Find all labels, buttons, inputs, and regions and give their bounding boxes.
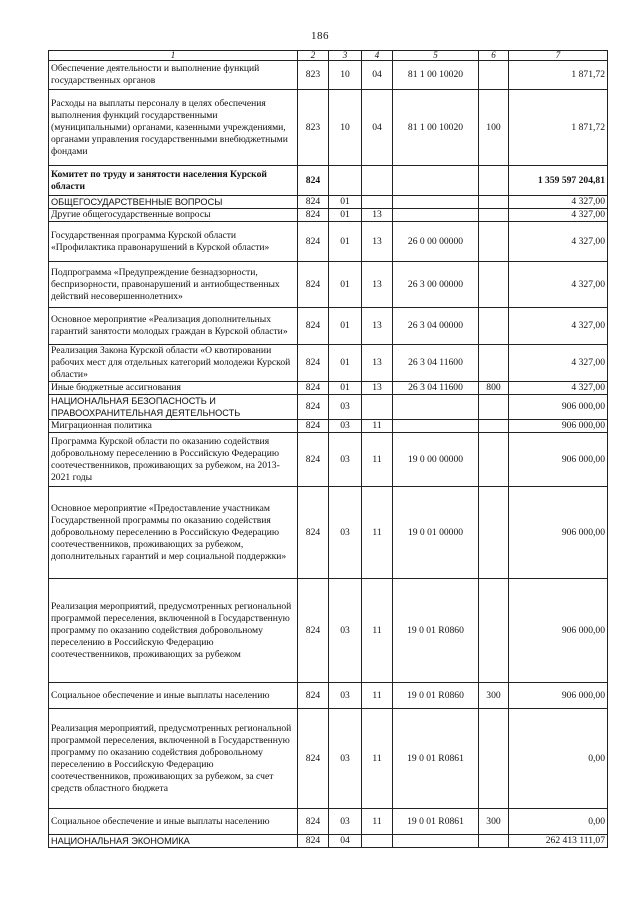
ministry-code: 824 <box>298 209 329 222</box>
expense-type-code <box>479 196 509 209</box>
table-row <box>49 709 608 809</box>
amount: 906 000,00 <box>509 683 608 709</box>
expense-type-code <box>479 433 509 487</box>
budget-table <box>48 50 608 848</box>
target-article-code: 81 1 00 10020 <box>393 61 479 90</box>
amount: 262 413 111,07 <box>509 835 608 848</box>
section-code: 03 <box>329 433 362 487</box>
ministry-code: 823 <box>298 90 329 166</box>
ministry-code: 824 <box>298 709 329 809</box>
amount: 0,00 <box>509 709 608 809</box>
column-number-row <box>49 51 608 61</box>
ministry-code: 824 <box>298 166 329 196</box>
section-code: 01 <box>329 308 362 345</box>
ministry-code: 824 <box>298 487 329 579</box>
column-number: 6 <box>479 51 509 61</box>
expense-type-code <box>479 395 509 420</box>
row-name: Иные бюджетные ассигнования <box>49 382 298 395</box>
amount: 906 000,00 <box>509 433 608 487</box>
subsection-code: 13 <box>362 222 393 262</box>
row-name: Другие общегосударственные вопросы <box>49 209 298 222</box>
section-code: 01 <box>329 222 362 262</box>
subsection-code: 11 <box>362 433 393 487</box>
expense-type-code <box>479 487 509 579</box>
ministry-code: 824 <box>298 835 329 848</box>
row-name: Основное мероприятие «Предоставление участникам Государственной программы по оказанию содействия добровольному переселению в Российскую Федерацию соотечественников, проживающих за рубежом, дополнительных гарантий и мер социальной поддержки» <box>49 487 298 579</box>
ministry-code: 824 <box>298 382 329 395</box>
table-row <box>49 90 608 166</box>
column-number: 2 <box>298 51 329 61</box>
table-row <box>49 420 608 433</box>
table-row <box>49 166 608 196</box>
amount: 906 000,00 <box>509 420 608 433</box>
table-row <box>49 222 608 262</box>
section-code: 10 <box>329 61 362 90</box>
expense-type-code: 800 <box>479 382 509 395</box>
expense-type-code <box>479 835 509 848</box>
row-name: Комитет по труду и занятости населения Курской области <box>49 166 298 196</box>
expense-type-code <box>479 222 509 262</box>
amount: 4 327,00 <box>509 222 608 262</box>
ministry-code: 824 <box>298 308 329 345</box>
section-code: 03 <box>329 579 362 683</box>
section-code: 01 <box>329 209 362 222</box>
section-code: 03 <box>329 487 362 579</box>
ministry-code: 824 <box>298 683 329 709</box>
section-code: 04 <box>329 835 362 848</box>
amount: 0,00 <box>509 809 608 835</box>
amount: 4 327,00 <box>509 196 608 209</box>
amount: 1 359 597 204,81 <box>509 166 608 196</box>
ministry-code: 824 <box>298 420 329 433</box>
row-name: Реализация Закона Курской области «О квотировании рабочих мест для отдельных категорий молодежи Курской области» <box>49 345 298 382</box>
amount: 1 871,72 <box>509 61 608 90</box>
target-article-code: 26 3 04 00000 <box>393 308 479 345</box>
table-row <box>49 345 608 382</box>
expense-type-code <box>479 166 509 196</box>
amount: 906 000,00 <box>509 395 608 420</box>
row-name: Миграционная политика <box>49 420 298 433</box>
target-article-code: 19 0 01 R0860 <box>393 579 479 683</box>
section-code: 01 <box>329 382 362 395</box>
section-code: 03 <box>329 809 362 835</box>
ministry-code: 824 <box>298 262 329 308</box>
expense-type-code <box>479 420 509 433</box>
ministry-code: 824 <box>298 222 329 262</box>
target-article-code: 19 0 01 R0860 <box>393 683 479 709</box>
subsection-code: 11 <box>362 579 393 683</box>
table-row <box>49 487 608 579</box>
section-code <box>329 166 362 196</box>
ministry-code: 824 <box>298 579 329 683</box>
row-name: Социальное обеспечение и иные выплаты населению <box>49 683 298 709</box>
target-article-code: 19 0 01 R0861 <box>393 809 479 835</box>
amount: 4 327,00 <box>509 209 608 222</box>
table-row <box>49 579 608 683</box>
subsection-code <box>362 196 393 209</box>
subsection-code: 13 <box>362 382 393 395</box>
expense-type-code <box>479 345 509 382</box>
column-number: 4 <box>362 51 393 61</box>
amount: 4 327,00 <box>509 345 608 382</box>
column-number: 7 <box>509 51 608 61</box>
row-name: НАЦИОНАЛЬНАЯ БЕЗОПАСНОСТЬ И ПРАВООХРАНИТЕЛЬНАЯ ДЕЯТЕЛЬНОСТЬ <box>49 395 298 420</box>
row-name: Реализация мероприятий, предусмотренных региональной программой переселения, включенной в Государственную программу по оказанию содействия добровольному переселению в Российскую Федерацию соотечественников, проживающих за рубежом, за счет средств областного бюджета <box>49 709 298 809</box>
target-article-code: 26 3 04 11600 <box>393 345 479 382</box>
subsection-code: 11 <box>362 809 393 835</box>
table-row <box>49 196 608 209</box>
subsection-code: 13 <box>362 209 393 222</box>
row-name: Подпрограмма «Предупреждение безнадзорности, беспризорности, правонарушений и антиобщественных действий несовершеннолетних» <box>49 262 298 308</box>
page-number: 186 <box>311 30 329 42</box>
section-code: 01 <box>329 262 362 308</box>
ministry-code: 824 <box>298 433 329 487</box>
target-article-code: 26 3 00 00000 <box>393 262 479 308</box>
section-code: 10 <box>329 90 362 166</box>
ministry-code: 824 <box>298 395 329 420</box>
subsection-code <box>362 166 393 196</box>
section-code: 03 <box>329 395 362 420</box>
subsection-code: 11 <box>362 487 393 579</box>
table-row <box>49 209 608 222</box>
amount: 906 000,00 <box>509 579 608 683</box>
expense-type-code: 300 <box>479 809 509 835</box>
column-number: 1 <box>49 51 298 61</box>
ministry-code: 823 <box>298 61 329 90</box>
subsection-code: 04 <box>362 61 393 90</box>
subsection-code <box>362 395 393 420</box>
subsection-code <box>362 835 393 848</box>
amount: 4 327,00 <box>509 382 608 395</box>
target-article-code: 26 0 00 00000 <box>393 222 479 262</box>
table-row <box>49 395 608 420</box>
expense-type-code <box>479 308 509 345</box>
expense-type-code <box>479 579 509 683</box>
ministry-code: 824 <box>298 809 329 835</box>
row-name: Реализация мероприятий, предусмотренных региональной программой переселения, включенной в Государственную программу по оказанию содействия добровольному переселению в Российскую Федерацию соотечественников, проживающих за рубежом <box>49 579 298 683</box>
table-row <box>49 835 608 848</box>
row-name: Программа Курской области по оказанию содействия добровольному переселению в Российскую Федерацию соотечественников, проживающих за рубежом, на 2013-2021 годы <box>49 433 298 487</box>
target-article-code <box>393 420 479 433</box>
target-article-code: 19 0 01 00000 <box>393 487 479 579</box>
amount: 906 000,00 <box>509 487 608 579</box>
expense-type-code: 100 <box>479 90 509 166</box>
expense-type-code <box>479 209 509 222</box>
column-number: 5 <box>393 51 479 61</box>
ministry-code: 824 <box>298 345 329 382</box>
subsection-code: 04 <box>362 90 393 166</box>
target-article-code: 19 0 00 00000 <box>393 433 479 487</box>
expense-type-code: 300 <box>479 683 509 709</box>
subsection-code: 11 <box>362 709 393 809</box>
amount: 4 327,00 <box>509 262 608 308</box>
table-row <box>49 61 608 90</box>
expense-type-code <box>479 709 509 809</box>
row-name: Основное мероприятие «Реализация дополнительных гарантий занятости молодых граждан в Курской области» <box>49 308 298 345</box>
target-article-code <box>393 395 479 420</box>
target-article-code: 81 1 00 10020 <box>393 90 479 166</box>
expense-type-code <box>479 61 509 90</box>
section-code: 03 <box>329 683 362 709</box>
ministry-code: 824 <box>298 196 329 209</box>
section-code: 01 <box>329 345 362 382</box>
section-code: 03 <box>329 420 362 433</box>
target-article-code <box>393 835 479 848</box>
table-row <box>49 683 608 709</box>
amount: 4 327,00 <box>509 308 608 345</box>
column-number: 3 <box>329 51 362 61</box>
amount: 1 871,72 <box>509 90 608 166</box>
subsection-code: 13 <box>362 345 393 382</box>
row-name: ОБЩЕГОСУДАРСТВЕННЫЕ ВОПРОСЫ <box>49 196 298 209</box>
row-name: НАЦИОНАЛЬНАЯ ЭКОНОМИКА <box>49 835 298 848</box>
target-article-code <box>393 209 479 222</box>
subsection-code: 13 <box>362 308 393 345</box>
table-row <box>49 308 608 345</box>
expense-type-code <box>479 262 509 308</box>
table-row <box>49 433 608 487</box>
subsection-code: 11 <box>362 683 393 709</box>
target-article-code: 26 3 04 11600 <box>393 382 479 395</box>
section-code: 03 <box>329 709 362 809</box>
table-row <box>49 262 608 308</box>
row-name: Государственная программа Курской области «Профилактика правонарушений в Курской области» <box>49 222 298 262</box>
row-name: Обеспечение деятельности и выполнение функций государственных органов <box>49 61 298 90</box>
row-name: Расходы на выплаты персоналу в целях обеспечения выполнения функций государственными (муниципальными) органами, казенными учреждениями, органами управления государственными внебюджетными фондами <box>49 90 298 166</box>
subsection-code: 11 <box>362 420 393 433</box>
section-code: 01 <box>329 196 362 209</box>
row-name: Социальное обеспечение и иные выплаты населению <box>49 809 298 835</box>
target-article-code <box>393 166 479 196</box>
table-row <box>49 809 608 835</box>
target-article-code: 19 0 01 R0861 <box>393 709 479 809</box>
target-article-code <box>393 196 479 209</box>
subsection-code: 13 <box>362 262 393 308</box>
table-row <box>49 382 608 395</box>
